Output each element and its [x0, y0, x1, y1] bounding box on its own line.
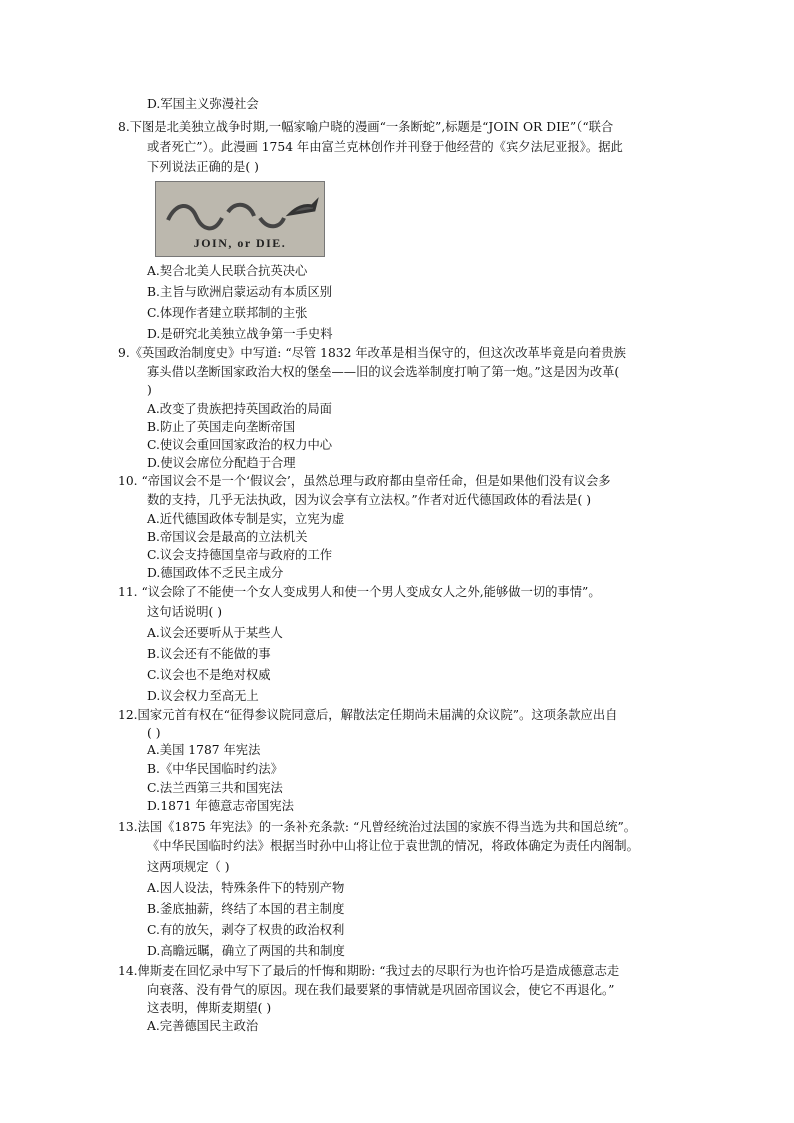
option-a-q12: A.美国 1787 年宪法 [147, 743, 261, 757]
option-b-q10: B.帝国议会是最高的立法机关 [147, 530, 308, 544]
question-10-line-1: 10. “帝国议会不是一个‘假议会’，虽然总理与政府都由皇帝任命，但是如果他们没有议会多 [118, 474, 611, 488]
option-d-q10: D.德国政体不乏民主成分 [147, 566, 284, 580]
option-d-q8: D.是研究北美独立战争第一手史料 [147, 327, 333, 341]
option-a-q9: A.改变了贵族把持英国政治的局面 [147, 402, 332, 416]
option-c-q9: C.使议会重回国家政治的权力中心 [147, 438, 333, 452]
question-14-line-1: 14.俾斯麦在回忆录中写下了最后的忏悔和期盼: “我过去的尽职行为也许恰巧是造成德意志走 [118, 964, 620, 978]
question-12-line-1: 12.国家元首有权在“征得参议院同意后，解散法定任期尚未届满的众议院”。这项条款应出自 [118, 708, 618, 722]
option-a-q8: A.契合北美人民联合抗英决心 [147, 264, 308, 278]
question-11-line-1: 11. “议会除了不能使一个女人变成男人和使一个男人变成女人之外,能够做一切的事情”。 [118, 585, 601, 599]
question-11-line-2: 这句话说明( ) [147, 605, 222, 619]
join-or-die-cartoon [155, 181, 325, 257]
option-c-q12: C.法兰西第三共和国宪法 [147, 781, 283, 795]
option-c-q8: C.体现作者建立联邦制的主张 [147, 306, 308, 320]
question-13-line-1: 13.法国《1875 年宪法》的一条补充条款: “凡曾经统治过法国的家族不得当选为共和国总统”。 [118, 820, 637, 834]
question-12-line-2: ( ) [147, 726, 161, 740]
question-9-line-2: 寡头借以垄断国家政治大权的堡垒——旧的议会选举制度打响了第一炮。”这是因为改革( [147, 365, 620, 379]
option-d-q11: D.议会权力至高无上 [147, 689, 259, 703]
option-b-q12: B.《中华民国临时约法》 [147, 762, 283, 776]
question-13-line-3: 这两项规定（ ) [147, 860, 230, 874]
option-b-q11: B.议会还有不能做的事 [147, 647, 271, 661]
option-b-q8: B.主旨与欧洲启蒙运动有本质区别 [147, 285, 333, 299]
option-b-q13: B.釜底抽薪，终结了本国的君主制度 [147, 902, 345, 916]
option-b-q9: B.防止了英国走向垄断帝国 [147, 420, 296, 434]
option-d-q12: D.1871 年德意志帝国宪法 [147, 799, 294, 813]
option-c-q10: C.议会支持德国皇帝与政府的工作 [147, 548, 333, 562]
question-13-line-2: 《中华民国临时约法》根据当时孙中山将让位于袁世凯的情况，将政体确定为责任内阁制。 [147, 839, 639, 853]
cartoon-caption: JOIN, or DIE. [193, 236, 287, 250]
option-c-q11: C.议会也不是绝对权威 [147, 668, 271, 682]
question-14-line-2: 向衰落、没有骨气的原因。现在我们最要紧的事情就是巩固帝国议会，使它不再退化。” [147, 983, 615, 997]
option-d-q7: D.军国主义弥漫社会 [147, 97, 259, 111]
option-d-q9: D.使议会席位分配趋于合理 [147, 456, 296, 470]
option-c-q13: C.有的放矢，剥夺了权贵的政治权利 [147, 923, 345, 937]
question-8-line-3: 下列说法正确的是( ) [147, 160, 259, 174]
question-8-line-1: 8.下图是北美独立战争时期,一幅家喻户晓的漫画“一条断蛇”,标题是“JOIN OR DIE”（“联合 [118, 120, 614, 134]
option-a-q13: A.因人设法，特殊条件下的特别产物 [147, 881, 345, 895]
question-9-line-1: 9.《英国政治制度史》中写道: “尽管 1832 年改革是相当保守的，但这次改革毕竟是向着贵族 [118, 346, 626, 360]
option-a-q11: A.议会还要听从于某些人 [147, 626, 283, 640]
option-d-q13: D.高瞻远瞩，确立了两国的共和制度 [147, 944, 345, 958]
option-a-q10: A.近代德国政体专制是实，立宪为虚 [147, 512, 345, 526]
question-10-line-2: 数的支持，几乎无法执政，因为议会享有立法权。”作者对近代德国政体的看法是( ) [147, 493, 592, 507]
option-a-q14: A.完善德国民主政治 [147, 1019, 259, 1033]
question-14-line-3: 这表明，俾斯麦期望( ) [147, 1001, 272, 1015]
question-9-line-3: ) [147, 383, 152, 397]
question-8-line-2: 或者死亡”）。此漫画 1754 年由富兰克林创作并刊登于他经营的《宾夕法尼亚报》。据此 [147, 140, 623, 154]
